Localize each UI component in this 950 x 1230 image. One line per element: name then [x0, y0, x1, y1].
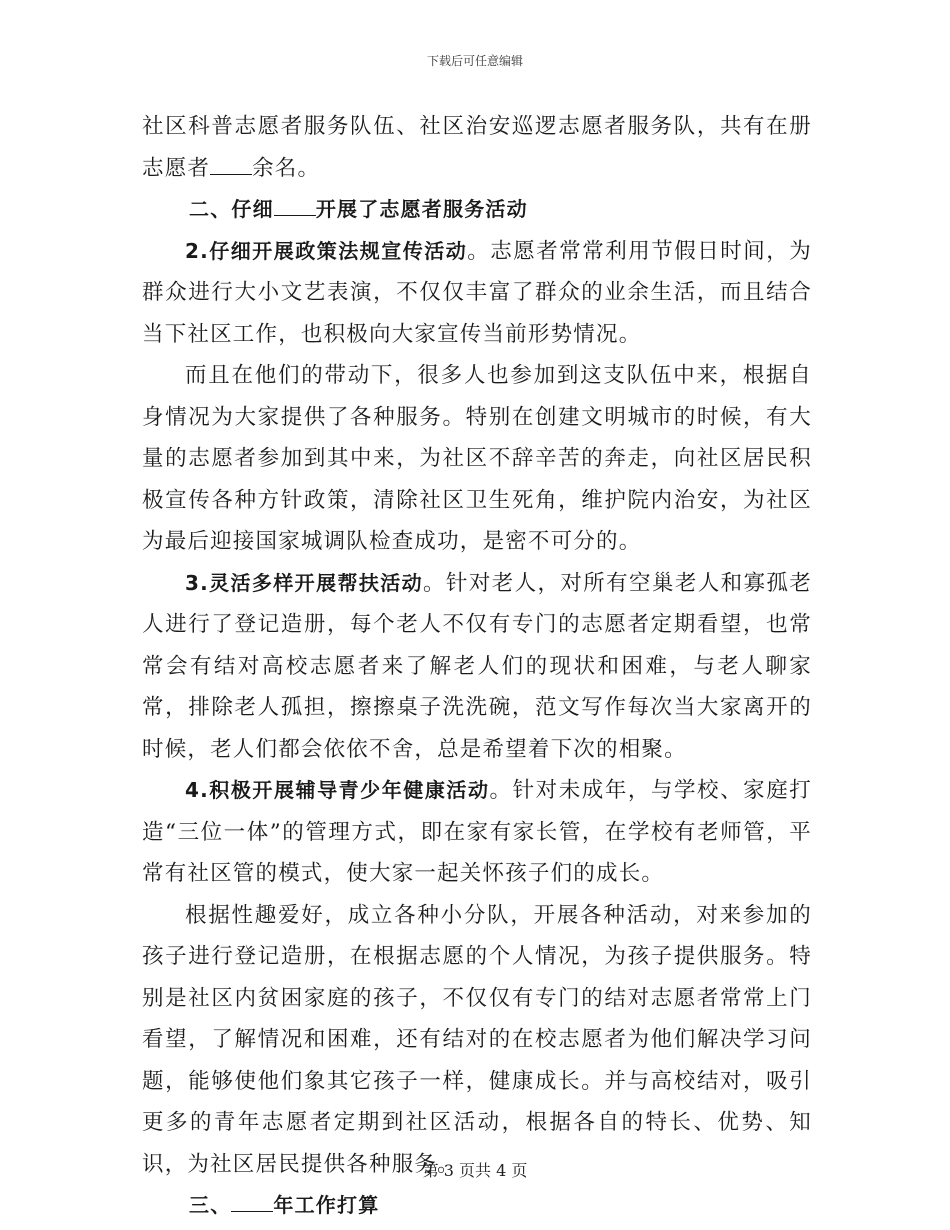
page-header: 下载后可任意编辑 — [426, 54, 523, 68]
paragraph-text: 。针对老人，对所有空巢老人和寡孤老人进行了登记造册，每个老人不仅有专门的志愿者定期看望，也常常会有结对高校志愿者来了解老人们的现状和困难，与老人聊家常，排除老人孤担，擦擦桌子洗洗碗，范文写作每次当大家离开的时候，老人们都会依依不舍，总是希望着下次的相聚。 — [142, 570, 812, 762]
paragraph-interest-groups: 根据性趣爱好，成立各种小分队，开展各种活动，对来参加的孩子进行登记造册，在根据志愿的个人情况，为孩子提供服务。特别是社区内贫困家庭的孩子，不仅仅有专门的结对志愿者常常上门看望，了解情况和困难，还有结对的在校志愿者为他们解决学习问题，能够使他们象其它孩子一样，健康成长。并与高校结对，吸引更多的青年志愿者定期到社区活动，根据各自的特长、优势、知识，为社区居民提供各种服务。 — [142, 902, 812, 1177]
paragraph-text: 余名。 — [252, 155, 321, 181]
section-heading-2 — [142, 189, 812, 231]
paragraph-volunteer-count — [142, 106, 812, 189]
paragraph-text: 。志愿者常常利用节假日时间，为群众进行大小文艺表演，不仅仅丰富了群众的业余生活，而且结合当下社区工作，也积极向大家宣传当前形势情况。 — [142, 238, 812, 347]
section-heading-3 — [142, 1185, 812, 1227]
paragraph-assistance — [142, 563, 812, 771]
page-footer: 第 3 页共 4 页 — [422, 1161, 528, 1180]
blank-underline — [231, 1191, 273, 1212]
heading-text: 开展了志愿者服务活动 — [315, 197, 528, 221]
paragraph-text: 社区科普志愿者服务队伍、社区治安巡逻志愿者服务队，共有在册志愿者 — [142, 114, 812, 181]
paragraph-lead: 2.仔细开展政策法规宣传活动 — [185, 238, 468, 263]
paragraph-lead: 4.积极开展辅导青少年健康活动 — [185, 778, 490, 802]
document-body — [142, 106, 812, 1227]
heading-text: 三、 — [189, 1193, 232, 1217]
paragraph-civilized-city: 而且在他们的带动下，很多人也参加到这支队伍中来，根据自身情况为大家提供了各种服务。特别在创建文明城市的时候，有大量的志愿者参加到其中来，为社区不辞辛苦的奔走，向社区居民积极宣传各种方针政策，清除社区卫生死角，维护院内治安，为社区为最后迎接国家城调队检查成功，是密不可分的。 — [142, 363, 812, 554]
heading-text: 年工作打算 — [273, 1193, 380, 1217]
paragraph-lead: 3.灵活多样开展帮扶活动 — [185, 570, 424, 595]
heading-text: 二、仔细 — [189, 197, 274, 221]
paragraph-text: 。针对未成年，与学校、家庭打造“三位一体”的管理方式，即在家有家长管，在学校有老师管，平常有社区管的模式，使大家一起关怀孩子们的成长。 — [142, 778, 812, 886]
blank-underline — [274, 195, 316, 216]
blank-underline — [210, 154, 252, 175]
paragraph-policy-publicity — [142, 231, 812, 356]
paragraph-youth-health — [142, 770, 812, 895]
